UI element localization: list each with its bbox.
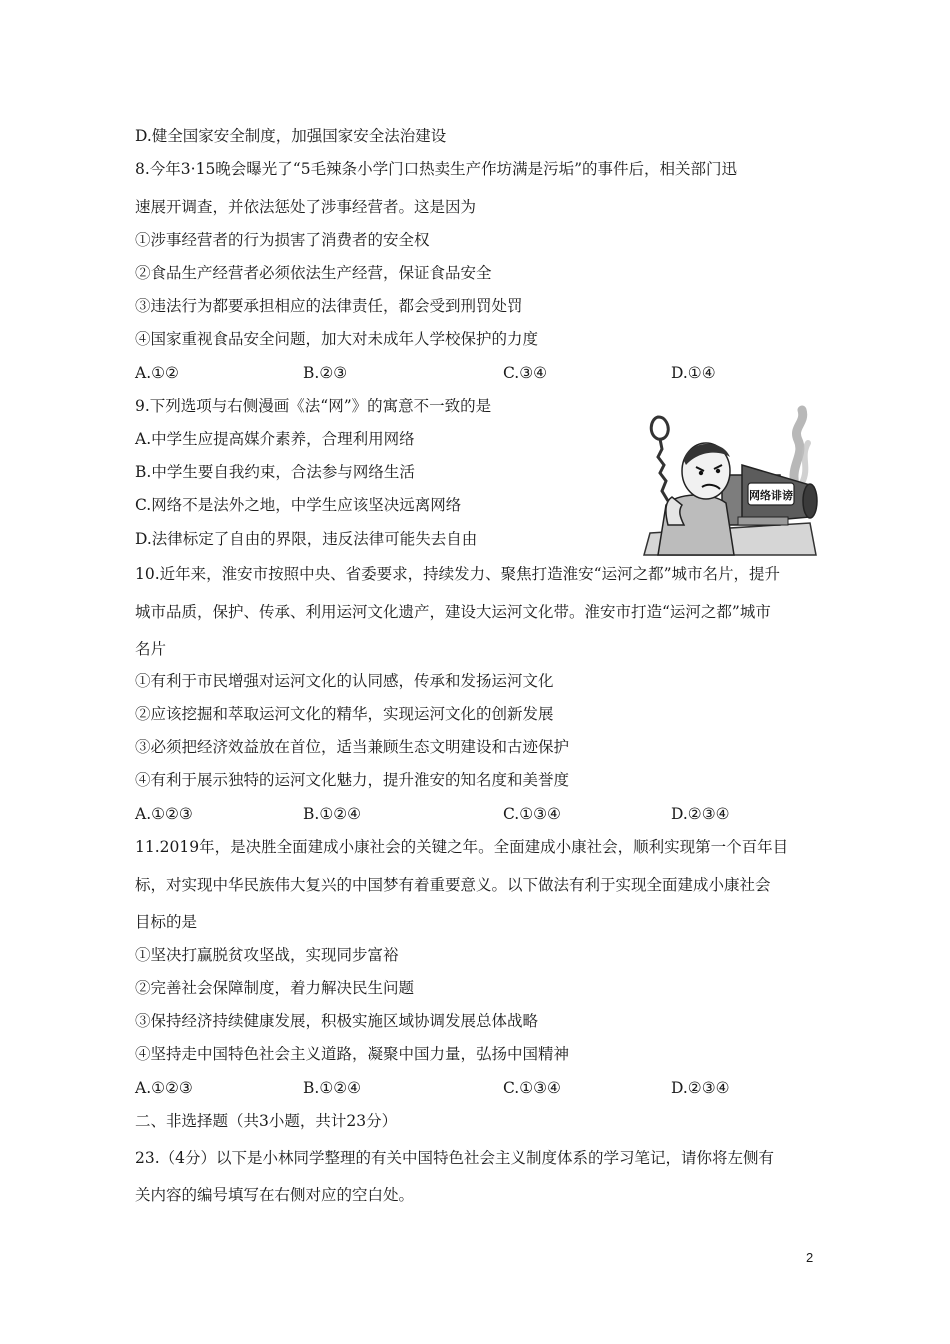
q11-stem-line1: 11.2019年，是决胜全面建成小康社会的关键之年。全面建成小康社会，顺利实现第一个百年目 bbox=[135, 838, 789, 856]
cartoon-label: 网络诽谤 bbox=[749, 489, 793, 502]
q11-item-1: ①坚决打赢脱贫攻坚战，实现同步富裕 bbox=[135, 946, 399, 964]
q9-option-b: B.中学生要自我约束，合法参与网络生活 bbox=[135, 463, 415, 481]
q7-option-d: D.健全国家安全制度，加强国家安全法治建设 bbox=[135, 127, 447, 145]
q10-option-a: A.①②③ bbox=[135, 805, 193, 823]
q9-stem: 9.下列选项与右侧漫画《法“网”》的寓意不一致的是 bbox=[135, 397, 492, 415]
q10-option-c: C.①③④ bbox=[503, 805, 561, 823]
q8-option-c: C.③④ bbox=[503, 364, 548, 382]
q11-item-2: ②完善社会保障制度，着力解决民生问题 bbox=[135, 979, 415, 997]
q9-option-c: C.网络不是法外之地，中学生应该坚决远离网络 bbox=[135, 496, 462, 514]
q8-stem-line1: 8.今年3·15晚会曝光了“5毛辣条小学门口热卖生产作坊满是污垢”的事件后，相关部门迅 bbox=[135, 160, 738, 178]
law-net-cartoon bbox=[630, 405, 818, 557]
q10-item-2: ②应该挖掘和萃取运河文化的精华，实现运河文化的创新发展 bbox=[135, 705, 554, 723]
q10-option-b: B.①②④ bbox=[303, 805, 362, 823]
section2-heading: 二、非选择题（共3小题，共计23分） bbox=[135, 1112, 398, 1130]
q8-stem-line2: 速展开调查，并依法惩处了涉事经营者。这是因为 bbox=[135, 198, 477, 216]
q11-option-a: A.①②③ bbox=[135, 1079, 193, 1097]
q11-item-3: ③保持经济持续健康发展，积极实施区域协调发展总体战略 bbox=[135, 1012, 539, 1030]
q8-option-b: B.②③ bbox=[303, 364, 348, 382]
q9-option-a: A.中学生应提高媒介素养，合理利用网络 bbox=[135, 430, 415, 448]
q23-line1: 23.（4分）以下是小林同学整理的有关中国特色社会主义制度体系的学习笔记，请你将左侧有 bbox=[135, 1149, 775, 1167]
q8-item-3: ③违法行为都要承担相应的法律责任，都会受到刑罚处罚 bbox=[135, 297, 523, 315]
q11-option-d: D.②③④ bbox=[671, 1079, 730, 1097]
q11-item-4: ④坚持走中国特色社会主义道路，凝聚中国力量，弘扬中国精神 bbox=[135, 1045, 570, 1063]
q11-option-b: B.①②④ bbox=[303, 1079, 362, 1097]
page-number: 2 bbox=[806, 1250, 814, 1265]
q9-option-d: D.法律标定了自由的界限，违反法律可能失去自由 bbox=[135, 530, 478, 548]
q10-option-d: D.②③④ bbox=[671, 805, 730, 823]
q10-stem-line2: 城市品质，保护、传承、利用运河文化遗产，建设大运河文化带。淮安市打造“运河之都”城市 bbox=[135, 603, 771, 621]
q10-stem-line3: 名片 bbox=[135, 640, 167, 658]
q8-item-4: ④国家重视食品安全问题，加大对未成年人学校保护的力度 bbox=[135, 330, 539, 348]
q8-option-a: A.①② bbox=[135, 364, 179, 382]
q10-item-3: ③必须把经济效益放在首位，适当兼顾生态文明建设和古迹保护 bbox=[135, 738, 570, 756]
q8-option-d: D.①④ bbox=[671, 364, 716, 382]
q10-item-1: ①有利于市民增强对运河文化的认同感，传承和发扬运河文化 bbox=[135, 672, 554, 690]
q10-item-4: ④有利于展示独特的运河文化魅力，提升淮安的知名度和美誉度 bbox=[135, 771, 570, 789]
q11-stem-line2: 标，对实现中华民族伟大复兴的中国梦有着重要意义。以下做法有利于实现全面建成小康社会 bbox=[135, 876, 771, 894]
q8-item-2: ②食品生产经营者必须依法生产经营，保证食品安全 bbox=[135, 264, 492, 282]
cartoon-drawing bbox=[630, 405, 818, 557]
q11-option-c: C.①③④ bbox=[503, 1079, 561, 1097]
q10-stem-line1: 10.近年来，淮安市按照中央、省委要求，持续发力、聚焦打造淮安“运河之都”城市名片，提升 bbox=[135, 565, 781, 583]
q11-stem-line3: 目标的是 bbox=[135, 913, 198, 931]
q8-item-1: ①涉事经营者的行为损害了消费者的安全权 bbox=[135, 231, 430, 249]
q23-line2: 关内容的编号填写在右侧对应的空白处。 bbox=[135, 1186, 415, 1204]
